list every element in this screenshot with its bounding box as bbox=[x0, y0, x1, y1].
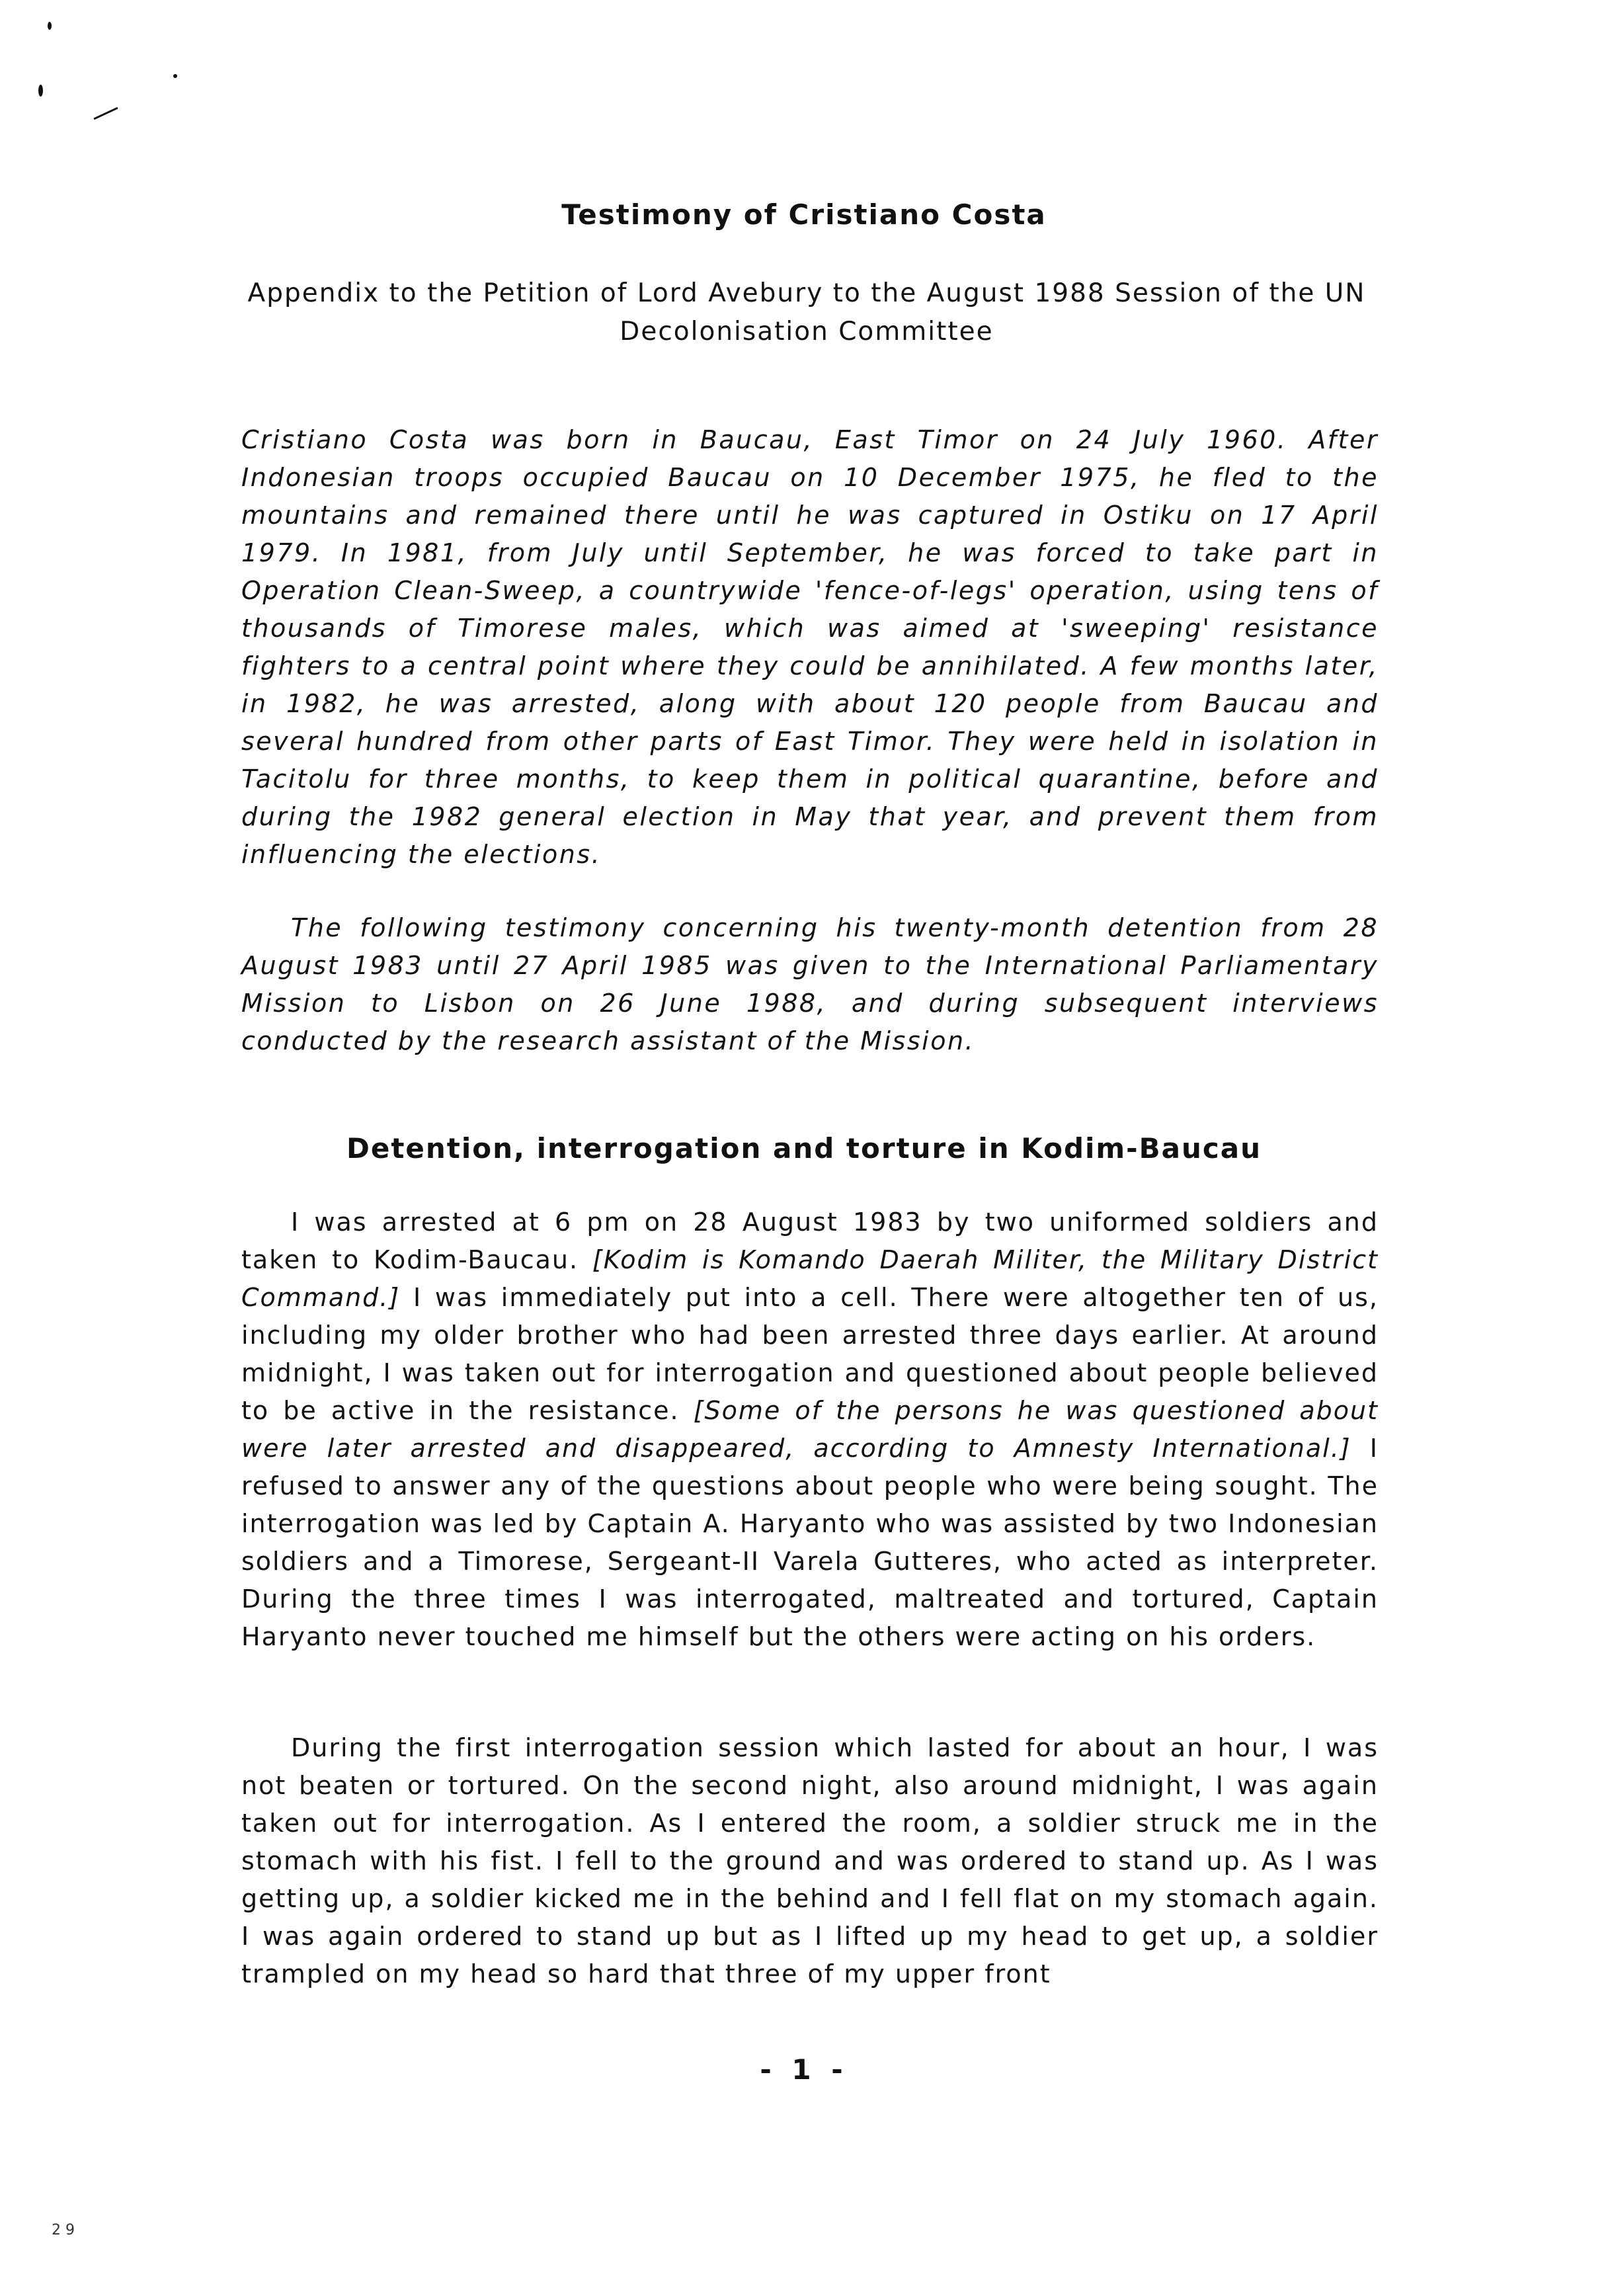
body-paragraph: During the first interrogation session which lasted for about an hour, I was not beaten or tortured. On the second night, also around midnight, I was again taken out for interrogation. As I entered the room, a soldier struck me in the stomach with his fist. I fell to the ground and was ordered to stand up. As I was getting up, a soldier kicked me in the behind and I fell flat on my stomach again. I was again ordered to stand up but as I lifted up my head to get up, a soldier trampled on my head so hard that three of my upper front bbox=[241, 1733, 1379, 1988]
page-number: - 1 - bbox=[760, 2053, 848, 2086]
corner-mark: 2 9 bbox=[52, 2222, 75, 2238]
intro-paragraph: The following testimony concerning his twenty-month detention from 28 August 1983 until 27 April 1985 was given to the International Parliamentary Mission to Lisbon on 26 June 1988, and during subsequent interviews conducted by the research assistant of the Mission. bbox=[241, 913, 1379, 1055]
intro-paragraph-text: Cristiano Costa was born in Baucau, East Timor on 24 July 1960. After Indonesian troops occupied Baucau on 10 December 1975, he fled to the mountains and remained there until he was captured in Ostiku on 17 April 1979. In 1981, from July until September, he was forced to take part in Operation Clean-Sweep, a countrywide 'fence-of-legs' operation, using tens of thousands of Timorese males, which was aimed at 'sweeping' resistance fighters to a central point where they could be annihilated. A few months later, in 1982, he was arrested, along with about 120 people from Baucau and several hundred from other parts of East Timor. They were held in isolation in Tacitolu for three months, to keep them in political quarantine, before and during the 1982 general election in May that year, and prevent them from influencing the elections. bbox=[241, 425, 1379, 869]
body-paragraph bbox=[241, 1204, 1379, 1656]
intro-paragraph bbox=[241, 421, 1379, 874]
section-heading: Detention, interrogation and torture in Kodim-Baucau bbox=[346, 1132, 1262, 1165]
scan-speck bbox=[173, 74, 177, 78]
document-subtitle: Appendix to the Petition of Lord Avebury to the August 1988 Session of the UN Decolonisation Committee bbox=[247, 278, 1366, 347]
body-text: I was immediately put into a cell. There were altogether ten of us, including my older brother who had been arrested three days earlier. At around midnight, I was taken out for interrogation and questioned about people believed to be active in the resistance. bbox=[241, 1283, 1379, 1425]
editorial-note: [Some of the persons he was questioned about were later arrested and disappeared, according to Amnesty International.] bbox=[241, 1396, 1379, 1463]
editorial-note: [Kodim is Komando Daerah Militer, the Military District Command.] bbox=[241, 1245, 1379, 1312]
scan-speck bbox=[48, 22, 52, 30]
scan-speck bbox=[93, 107, 118, 120]
body-text: I was arrested at 6 pm on 28 August 1983 by two uniformed soldiers and taken to Kodim-Baucau. bbox=[241, 1208, 1379, 1274]
document-title: Testimony of Cristiano Costa bbox=[561, 198, 1047, 231]
body-text: I refused to answer any of the questions about people who were being sought. The interrogation was led by Captain A. Haryanto who was assisted by two Indonesian soldiers and a Timorese, Sergeant-II Varela Gutteres, who acted as interpreter. During the three times I was interrogated, maltreated and tortured, Captain Haryanto never touched me himself but the others were acting on his orders. bbox=[241, 1434, 1379, 1651]
scan-speck bbox=[38, 85, 43, 97]
